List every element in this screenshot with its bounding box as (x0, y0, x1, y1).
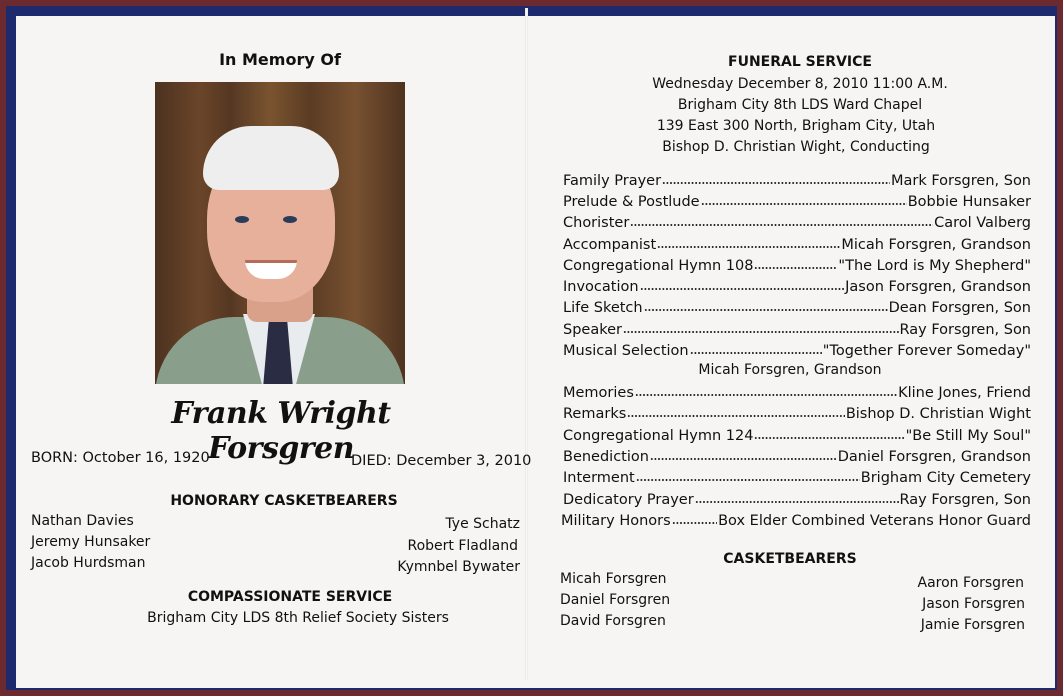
program-role: Musical Selection (563, 343, 689, 359)
program-row (563, 232, 1031, 253)
leader-dots (701, 202, 907, 206)
program-role: Chorister (563, 215, 630, 231)
service-detail: Wednesday December 8, 2010 11:00 A.M. (652, 76, 948, 92)
program-row (563, 401, 1031, 422)
program-participant: "The Lord is My Shepherd" (838, 258, 1031, 274)
program-role: Accompanist (563, 237, 657, 253)
died-date: DIED: December 3, 2010 (351, 453, 532, 469)
casketbearer-name: Aaron Forsgren (917, 575, 1024, 591)
program-row (563, 465, 1031, 486)
program-participant: Box Elder Combined Veterans Honor Guard (718, 513, 1031, 529)
program-participant: "Be Still My Soul" (905, 428, 1031, 444)
leader-dots (644, 308, 888, 312)
program-row (563, 380, 1031, 401)
program-row (563, 487, 1031, 508)
casketbearer-name: Daniel Forsgren (560, 592, 671, 608)
compassionate-text: Brigham City LDS 8th Relief Society Sisters (147, 610, 449, 626)
portrait-photo (155, 82, 405, 384)
service-heading: FUNERAL SERVICE (728, 54, 872, 70)
program-participant: Daniel Forsgren, Grandson (837, 449, 1031, 465)
honorary-name: Jeremy Hunsaker (31, 534, 151, 550)
program-row (563, 274, 1031, 295)
leader-dots (754, 266, 837, 270)
service-detail: Brigham City 8th LDS Ward Chapel (677, 97, 923, 113)
center-fold (525, 8, 528, 680)
leader-dots (695, 500, 899, 504)
honorary-name: Nathan Davies (31, 513, 134, 529)
program-participant: Micah Forsgren, Grandson (841, 237, 1031, 253)
program-participant: Brigham City Cemetery (860, 470, 1031, 486)
program-participant: Dean Forsgren, Son (888, 300, 1031, 316)
program-role: Speaker (563, 322, 622, 338)
musical-performer: Micah Forsgren, Grandson (698, 362, 882, 378)
program-participant: Ray Forsgren, Son (899, 322, 1031, 338)
program-row (563, 168, 1031, 189)
leader-dots (662, 181, 890, 185)
program-row (563, 295, 1031, 316)
leader-dots (636, 478, 860, 482)
program-row (563, 317, 1031, 338)
honorary-name: Jacob Hurdsman (31, 555, 146, 571)
program-role: Prelude & Postlude (563, 194, 700, 210)
leader-dots (627, 414, 845, 418)
service-detail: 139 East 300 North, Brigham City, Utah (656, 118, 936, 134)
memory-heading: In Memory Of (219, 50, 341, 69)
program-row (563, 444, 1031, 465)
program-role: Congregational Hymn 108 (563, 258, 754, 274)
program-role: Congregational Hymn 124 (563, 428, 754, 444)
program-row (563, 338, 1031, 359)
honorary-name: Kymnbel Bywater (397, 559, 520, 575)
born-date: BORN: October 16, 1920 (31, 450, 210, 466)
program-role: Life Sketch (563, 300, 643, 316)
program-participant: Bobbie Hunsaker (907, 194, 1031, 210)
leader-dots (635, 393, 897, 397)
casketbearers-heading: CASKETBEARERS (723, 551, 857, 567)
honorary-heading: HONORARY CASKETBEARERS (170, 493, 398, 509)
service-detail: Bishop D. Christian Wight, Conducting (662, 139, 930, 155)
program-row (563, 210, 1031, 231)
program-participant: Kline Jones, Friend (898, 385, 1031, 401)
program-row (563, 253, 1031, 274)
honorary-name: Robert Fladland (407, 538, 518, 554)
casketbearer-name: David Forsgren (560, 613, 666, 629)
casketbearer-name: Jamie Forsgren (920, 617, 1025, 633)
leader-dots (640, 287, 845, 291)
program-row (563, 423, 1031, 444)
program-participant: Jason Forsgren, Grandson (845, 279, 1031, 295)
leader-dots (630, 223, 933, 227)
program-role: Memories (563, 385, 634, 401)
program-participant: Carol Valberg (934, 215, 1031, 231)
compassionate-heading: COMPASSIONATE SERVICE (187, 589, 393, 605)
program-participant: Ray Forsgren, Son (899, 492, 1031, 508)
program-participant: "Together Forever Someday" (822, 343, 1031, 359)
leader-dots (623, 330, 899, 334)
program-row (561, 508, 1031, 529)
program-role: Military Honors (561, 513, 671, 529)
leader-dots (690, 351, 822, 355)
leader-dots (657, 245, 840, 249)
leader-dots (650, 457, 837, 461)
honorary-name: Tye Schatz (445, 516, 520, 532)
program-row (563, 189, 1031, 210)
casketbearer-name: Micah Forsgren (560, 571, 667, 587)
program-role: Remarks (563, 406, 627, 422)
deceased-name: Frank Wright Forsgren (171, 396, 391, 466)
program-participant: Mark Forsgren, Son (890, 173, 1031, 189)
program-role: Invocation (563, 279, 639, 295)
casketbearer-name: Jason Forsgren (922, 596, 1025, 612)
program-role: Family Prayer (563, 173, 662, 189)
program-participant: Bishop D. Christian Wight (845, 406, 1031, 422)
leader-dots (754, 436, 904, 440)
program-role: Dedicatory Prayer (563, 492, 694, 508)
program-role: Interment (563, 470, 635, 486)
leader-dots (672, 521, 717, 525)
program-role: Benediction (563, 449, 649, 465)
